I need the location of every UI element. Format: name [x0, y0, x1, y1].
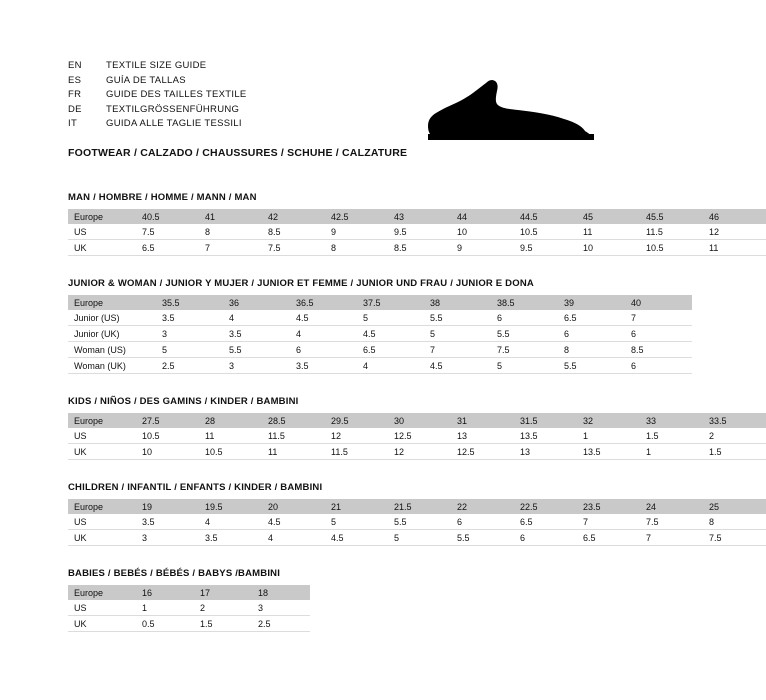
cell: 13.5 [514, 428, 577, 444]
cell: 8.5 [388, 240, 451, 256]
cell: 7 [577, 514, 640, 530]
group-label: JUNIOR & WOMAN / JUNIOR Y MUJER / JUNIOR ET FEMME / JUNIOR UND FRAU / JUNIOR E DONA [68, 278, 534, 289]
cell: 12.5 [451, 444, 514, 460]
cell: 7.5 [136, 224, 199, 240]
cell: 5.5 [451, 530, 514, 546]
language-title-list [68, 60, 247, 133]
cell: 8.5 [625, 342, 692, 358]
cell: 12 [325, 428, 388, 444]
cell: 3 [136, 530, 199, 546]
cell: 45 [577, 209, 640, 224]
cell: 2.5 [252, 616, 310, 632]
cell: 40.5 [136, 209, 199, 224]
cell: 30 [388, 413, 451, 428]
cell: 46 [703, 209, 766, 224]
cell: 21.5 [388, 499, 451, 514]
cell: 6 [625, 358, 692, 374]
group-label: BABIES / BEBÉS / BÉBÉS / BABYS /BAMBINI [68, 568, 281, 579]
cell: 45.5 [640, 209, 703, 224]
table-row [68, 600, 310, 616]
cell: 11.5 [640, 224, 703, 240]
cell: 1.5 [640, 428, 703, 444]
cell: 16 [136, 585, 194, 600]
cell: 5 [424, 326, 491, 342]
cell: 2 [194, 600, 252, 616]
cell: 8 [325, 240, 388, 256]
cell: 22.5 [514, 499, 577, 514]
cell: 4 [223, 310, 290, 326]
cell: 38.5 [491, 295, 558, 310]
language-title: TEXTILE SIZE GUIDE [106, 60, 207, 71]
cell: 32 [577, 413, 640, 428]
cell: 7 [625, 310, 692, 326]
table-row [68, 616, 310, 632]
cell: 42 [262, 209, 325, 224]
group-kids [68, 396, 727, 460]
language-row [68, 60, 247, 75]
size-table-babies [68, 585, 310, 632]
cell: 11.5 [325, 444, 388, 460]
cell: 21 [325, 499, 388, 514]
cell: 4.5 [262, 514, 325, 530]
footwear-section-title: FOOTWEAR / CALZADO / CHAUSSURES / SCHUHE / CALZATURE [68, 146, 408, 159]
cell: 6.5 [357, 342, 424, 358]
cell: 10 [451, 224, 514, 240]
row-label: UK [68, 240, 136, 256]
group-label: CHILDREN / INFANTIL / ENFANTS / KINDER / BAMBINI [68, 482, 323, 493]
row-label: Europe [68, 499, 136, 514]
group-babies [68, 568, 638, 632]
table-row [68, 530, 766, 546]
table-row [68, 358, 692, 374]
cell: 38 [424, 295, 491, 310]
table-row [68, 514, 766, 530]
cell: 11.5 [262, 428, 325, 444]
cell: 4.5 [290, 310, 357, 326]
cell: 9 [451, 240, 514, 256]
cell: 29.5 [325, 413, 388, 428]
language-row [68, 104, 247, 119]
cell: 13.5 [577, 444, 640, 460]
cell: 6.5 [514, 514, 577, 530]
cell: 6 [625, 326, 692, 342]
cell: 6 [451, 514, 514, 530]
cell: 1.5 [703, 444, 766, 460]
cell: 11 [262, 444, 325, 460]
cell: 8.5 [262, 224, 325, 240]
cell: 35.5 [156, 295, 223, 310]
cell: 44.5 [514, 209, 577, 224]
cell: 40 [625, 295, 692, 310]
table-row [68, 413, 766, 428]
row-label: US [68, 224, 136, 240]
language-title: TEXTILGRÖSSENFÜHRUNG [106, 103, 240, 115]
cell: 4.5 [424, 358, 491, 374]
cell: 5.5 [491, 326, 558, 342]
cell: 28 [199, 413, 262, 428]
cell: 5.5 [558, 358, 625, 374]
cell: 0.5 [136, 616, 194, 632]
size-table-junior-woman [68, 295, 692, 374]
row-label: Woman (UK) [68, 358, 156, 374]
cell: 20 [262, 499, 325, 514]
cell: 7 [640, 530, 703, 546]
row-label: US [68, 428, 136, 444]
cell: 9 [325, 224, 388, 240]
language-code: FR [68, 89, 82, 100]
cell: 6 [491, 310, 558, 326]
cell: 5 [357, 310, 424, 326]
table-row [68, 224, 766, 240]
cell: 7.5 [703, 530, 766, 546]
cell: 11 [199, 428, 262, 444]
cell: 7 [424, 342, 491, 358]
cell: 31.5 [514, 413, 577, 428]
cell: 3 [156, 326, 223, 342]
table-row [68, 444, 766, 460]
cell: 36 [223, 295, 290, 310]
row-label: US [68, 514, 136, 530]
cell: 1.5 [194, 616, 252, 632]
cell: 10 [577, 240, 640, 256]
cell: 17 [194, 585, 252, 600]
cell: 6 [290, 342, 357, 358]
cell: 5.5 [223, 342, 290, 358]
language-row [68, 75, 247, 90]
document-header [68, 60, 638, 170]
language-code: IT [68, 118, 78, 129]
language-title: GUIDE DES TAILLES TEXTILE [106, 89, 247, 100]
size-table-man [68, 209, 766, 256]
table-row [68, 585, 310, 600]
table-row [68, 499, 766, 514]
size-table-children [68, 499, 766, 546]
cell: 19 [136, 499, 199, 514]
cell: 3.5 [199, 530, 262, 546]
cell: 19.5 [199, 499, 262, 514]
cell: 3 [252, 600, 310, 616]
cell: 43 [388, 209, 451, 224]
cell: 24 [640, 499, 703, 514]
table-row [68, 310, 692, 326]
cell: 27.5 [136, 413, 199, 428]
cell: 1 [577, 428, 640, 444]
cell: 10.5 [640, 240, 703, 256]
cell: 31 [451, 413, 514, 428]
cell: 3 [223, 358, 290, 374]
language-code: EN [68, 60, 82, 71]
cell: 5 [325, 514, 388, 530]
cell: 10 [136, 444, 199, 460]
cell: 10.5 [136, 428, 199, 444]
cell: 3.5 [156, 310, 223, 326]
cell: 4 [357, 358, 424, 374]
cell: 11 [703, 240, 766, 256]
language-title: GUIDA ALLE TAGLIE TESSILI [106, 118, 242, 129]
row-label: Europe [68, 413, 136, 428]
language-title: GUÍA DE TALLAS [106, 74, 186, 86]
cell: 7 [199, 240, 262, 256]
cell: 2 [703, 428, 766, 444]
cell: 6.5 [577, 530, 640, 546]
cell: 5 [491, 358, 558, 374]
table-row [68, 209, 766, 224]
cell: 5 [156, 342, 223, 358]
table-row [68, 326, 692, 342]
language-row [68, 118, 247, 133]
table-row [68, 295, 692, 310]
cell: 5.5 [424, 310, 491, 326]
cell: 4 [199, 514, 262, 530]
cell: 7.5 [640, 514, 703, 530]
row-label: Europe [68, 585, 136, 600]
group-label: MAN / HOMBRE / HOMME / MANN / MAN [68, 192, 257, 203]
cell: 1 [136, 600, 194, 616]
group-children [68, 482, 722, 546]
cell: 1 [640, 444, 703, 460]
cell: 7.5 [262, 240, 325, 256]
language-code: ES [68, 74, 82, 86]
cell: 9.5 [514, 240, 577, 256]
row-label: UK [68, 530, 136, 546]
cell: 4 [290, 326, 357, 342]
cell: 12.5 [388, 428, 451, 444]
cell: 6.5 [136, 240, 199, 256]
cell: 13 [514, 444, 577, 460]
cell: 4.5 [325, 530, 388, 546]
row-label: Junior (US) [68, 310, 156, 326]
cell: 25 [703, 499, 766, 514]
cell: 8 [558, 342, 625, 358]
row-label: US [68, 600, 136, 616]
group-junior-woman [68, 278, 644, 374]
cell: 33.5 [703, 413, 766, 428]
row-label: Woman (US) [68, 342, 156, 358]
group-label: KIDS / NIÑOS / DES GAMINS / KINDER / BAMBINI [68, 396, 299, 407]
size-table-kids [68, 413, 766, 460]
cell: 41 [199, 209, 262, 224]
cell: 5.5 [388, 514, 451, 530]
table-row [68, 428, 766, 444]
row-label: Junior (UK) [68, 326, 156, 342]
cell: 22 [451, 499, 514, 514]
table-row [68, 342, 692, 358]
cell: 44 [451, 209, 514, 224]
cell: 9.5 [388, 224, 451, 240]
row-label: Europe [68, 209, 136, 224]
cell: 12 [388, 444, 451, 460]
row-label: Europe [68, 295, 156, 310]
cell: 36.5 [290, 295, 357, 310]
cell: 12 [703, 224, 766, 240]
row-label: UK [68, 616, 136, 632]
cell: 5 [388, 530, 451, 546]
cell: 28.5 [262, 413, 325, 428]
cell: 10.5 [199, 444, 262, 460]
language-code: DE [68, 103, 82, 115]
row-label: UK [68, 444, 136, 460]
cell: 8 [199, 224, 262, 240]
cell: 7.5 [491, 342, 558, 358]
cell: 6.5 [558, 310, 625, 326]
cell: 11 [577, 224, 640, 240]
cell: 13 [451, 428, 514, 444]
cell: 2.5 [156, 358, 223, 374]
group-man [68, 192, 720, 256]
cell: 18 [252, 585, 310, 600]
cell: 39 [558, 295, 625, 310]
table-row [68, 240, 766, 256]
cell: 3.5 [136, 514, 199, 530]
cell: 4 [262, 530, 325, 546]
dress-shoe-icon [422, 76, 612, 146]
cell: 6 [514, 530, 577, 546]
cell: 8 [703, 514, 766, 530]
cell: 4.5 [357, 326, 424, 342]
cell: 33 [640, 413, 703, 428]
language-row [68, 89, 247, 104]
cell: 6 [558, 326, 625, 342]
cell: 3.5 [290, 358, 357, 374]
cell: 3.5 [223, 326, 290, 342]
cell: 42.5 [325, 209, 388, 224]
cell: 23.5 [577, 499, 640, 514]
cell: 10.5 [514, 224, 577, 240]
cell: 37.5 [357, 295, 424, 310]
